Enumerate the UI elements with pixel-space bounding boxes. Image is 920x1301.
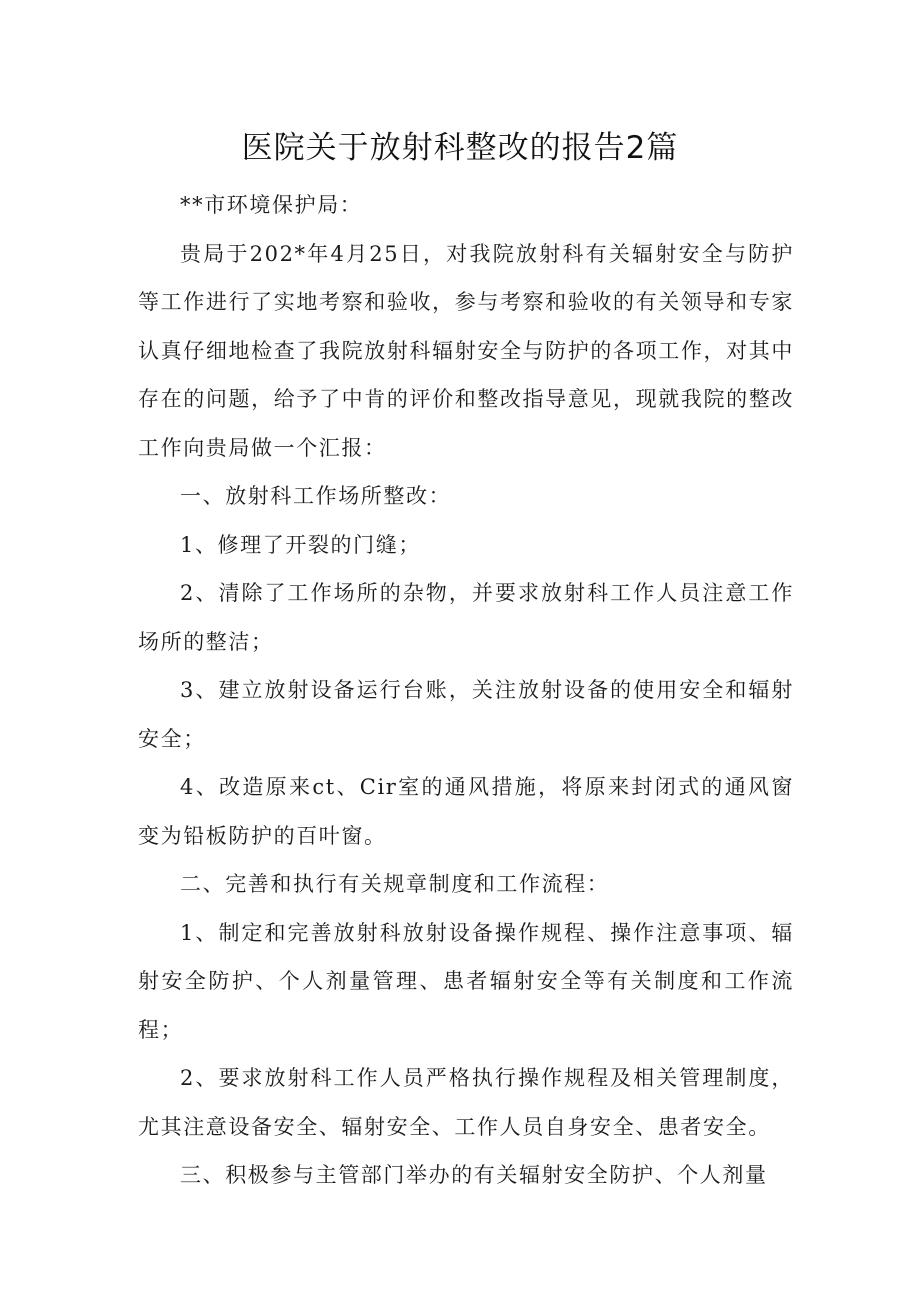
workplace-item-2: 2、清除了工作场所的杂物，并要求放射科工作人员注意工作场所的整洁； (138, 581, 794, 654)
section-heading-workplace: 一、放射科工作场所整改： (180, 484, 452, 508)
section-heading-regulations: 二、完善和执行有关规章制度和工作流程： (180, 872, 610, 896)
regulations-item-1: 1、制定和完善放射科放射设备操作规程、操作注意事项、辐射安全防护、个人剂量管理、患者辐射安全等有关制度和工作流程； (138, 920, 794, 1042)
document-body (138, 181, 794, 1200)
workplace-item-4: 4、改造原来ct、Cir室的通风措施，将原来封闭式的通风窗变为铅板防护的百叶窗。 (138, 775, 794, 848)
document-title: 医院关于放射科整改的报告2篇 (241, 130, 679, 166)
intro-paragraph: 贵局于202*年4月25日，对我院放射科有关辐射安全与防护等工作进行了实地考察和验收，参与考察和验收的有关领导和专家认真仔细地检查了我院放射科辐射安全与防护的各项工作，对其中存在的问题，给予了中肯的评价和整改指导意见，现就我院的整改工作向贵局做一个汇报： (138, 241, 794, 460)
workplace-item-3: 3、建立放射设备运行台账，关注放射设备的使用安全和辐射安全； (138, 678, 794, 751)
regulations-item-2: 2、要求放射科工作人员严格执行操作规程及相关管理制度，尤其注意设备安全、辐射安全、工作人员自身安全、患者安全。 (138, 1066, 794, 1139)
section-heading-training: 三、积极参与主管部门举办的有关辐射安全防护、个人剂量 (180, 1163, 768, 1187)
addressee-line: **市环境保护局： (180, 193, 363, 217)
workplace-item-1: 1、修理了开裂的门缝； (180, 532, 421, 557)
